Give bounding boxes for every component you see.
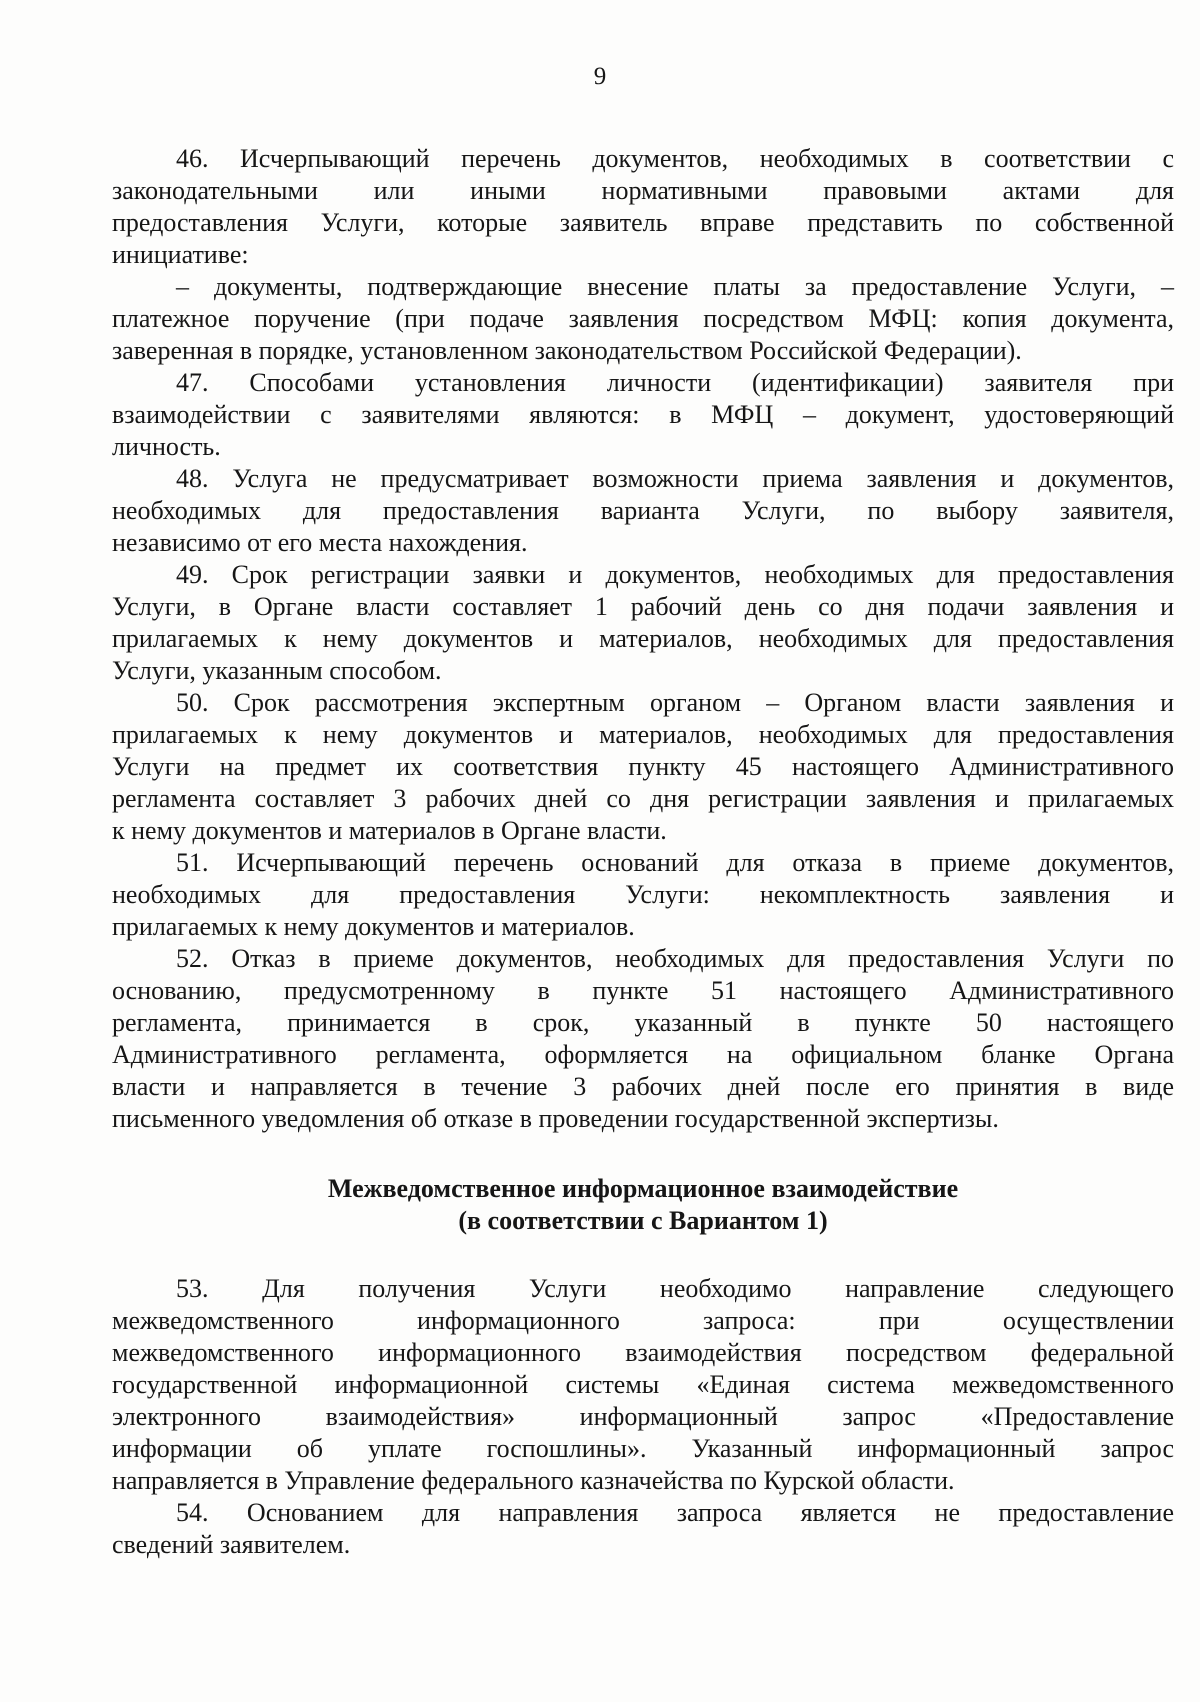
text-line: Услуги, указанным способом. — [112, 656, 442, 685]
paragraph — [112, 1273, 1174, 1497]
paragraph — [112, 847, 1174, 943]
text-line: межведомственного информационного взаимодействия посредством федеральной — [112, 1338, 1174, 1367]
section-heading — [112, 1173, 1174, 1237]
text-line: взаимодействии с заявителями являются: в МФЦ – документ, удостоверяющий — [112, 400, 1174, 429]
text-line: необходимых для предоставления Услуги: некомплектность заявления и — [112, 880, 1174, 909]
text-line: государственной информационной системы «Единая система межведомственного — [112, 1370, 1174, 1399]
text-line: информации об уплате госпошлины». Указанный информационный запрос — [112, 1434, 1174, 1463]
text-line: Услуги, в Органе власти составляет 1 рабочий день со дня подачи заявления и — [112, 592, 1174, 621]
text-line: – документы, подтверждающие внесение платы за предоставление Услуги, – — [176, 272, 1174, 301]
page-number: 9 — [593, 63, 607, 90]
text-line: власти и направляется в течение 3 рабочих дней после его принятия в виде — [112, 1072, 1174, 1101]
text-line: платежное поручение (при подаче заявления посредством МФЦ: копия документа, — [112, 304, 1174, 333]
text-line: Административного регламента, оформляется на официальном бланке Органа — [112, 1040, 1174, 1069]
text-line: 46. Исчерпывающий перечень документов, необходимых в соответствии с — [176, 144, 1174, 173]
text-line: 53. Для получения Услуги необходимо направление следующего — [176, 1274, 1174, 1303]
text-line: 48. Услуга не предусматривает возможности приема заявления и документов, — [176, 464, 1174, 493]
text-line: 51. Исчерпывающий перечень оснований для отказа в приеме документов, — [176, 848, 1174, 877]
text-line: 49. Срок регистрации заявки и документов, необходимых для предоставления — [176, 560, 1174, 589]
text-line: независимо от его места нахождения. — [112, 528, 528, 557]
text-line: личность. — [112, 432, 221, 461]
text-line: письменного уведомления об отказе в проведении государственной экспертизы. — [112, 1104, 999, 1133]
text-line: предоставления Услуги, которые заявитель вправе представить по собственной — [112, 208, 1174, 237]
heading-line: Межведомственное информационное взаимодействие — [327, 1174, 959, 1203]
paragraph — [112, 271, 1174, 367]
paragraph — [112, 687, 1174, 847]
paragraph — [112, 367, 1174, 463]
paragraph — [112, 943, 1174, 1135]
text-line: межведомственного информационного запроса: при осуществлении — [112, 1306, 1174, 1335]
text-line: к нему документов и материалов в Органе власти. — [112, 816, 667, 845]
text-line: Услуги на предмет их соответствия пункту 45 настоящего Административного — [112, 752, 1174, 781]
text-line: основанию, предусмотренному в пункте 51 настоящего Административного — [112, 976, 1174, 1005]
text-line: 47. Способами установления личности (идентификации) заявителя при — [176, 368, 1174, 397]
text-line: 50. Срок рассмотрения экспертным органом – Органом власти заявления и — [176, 688, 1174, 717]
text-line: 54. Основанием для направления запроса является не предоставление — [176, 1498, 1174, 1527]
text-line: регламента составляет 3 рабочих дней со дня регистрации заявления и прилагаемых — [112, 784, 1174, 813]
paragraph — [112, 143, 1174, 271]
paragraph — [112, 1497, 1174, 1561]
paragraph — [112, 559, 1174, 687]
text-line: прилагаемых к нему документов и материалов. — [112, 912, 635, 941]
text-line: заверенная в порядке, установленном законодательством Российской Федерации). — [112, 336, 1022, 365]
text-line: 52. Отказ в приеме документов, необходимых для предоставления Услуги по — [176, 944, 1174, 973]
text-line: регламента, принимается в срок, указанный в пункте 50 настоящего — [112, 1008, 1174, 1037]
text-line: направляется в Управление федерального казначейства по Курской области. — [112, 1466, 955, 1495]
document-body — [112, 143, 1174, 1561]
text-line: прилагаемых к нему документов и материалов, необходимых для предоставления — [112, 720, 1174, 749]
text-line: необходимых для предоставления варианта Услуги, по выбору заявителя, — [112, 496, 1174, 525]
text-line: электронного взаимодействия» информационный запрос «Предоставление — [112, 1402, 1174, 1431]
text-line: законодательными или иными нормативными правовыми актами для — [112, 176, 1174, 205]
text-line: инициативе: — [112, 240, 249, 269]
heading-line: (в соответствии с Вариантом 1) — [458, 1206, 828, 1235]
paragraph — [112, 463, 1174, 559]
text-line: прилагаемых к нему документов и материалов, необходимых для предоставления — [112, 624, 1174, 653]
text-line: сведений заявителем. — [112, 1530, 351, 1559]
